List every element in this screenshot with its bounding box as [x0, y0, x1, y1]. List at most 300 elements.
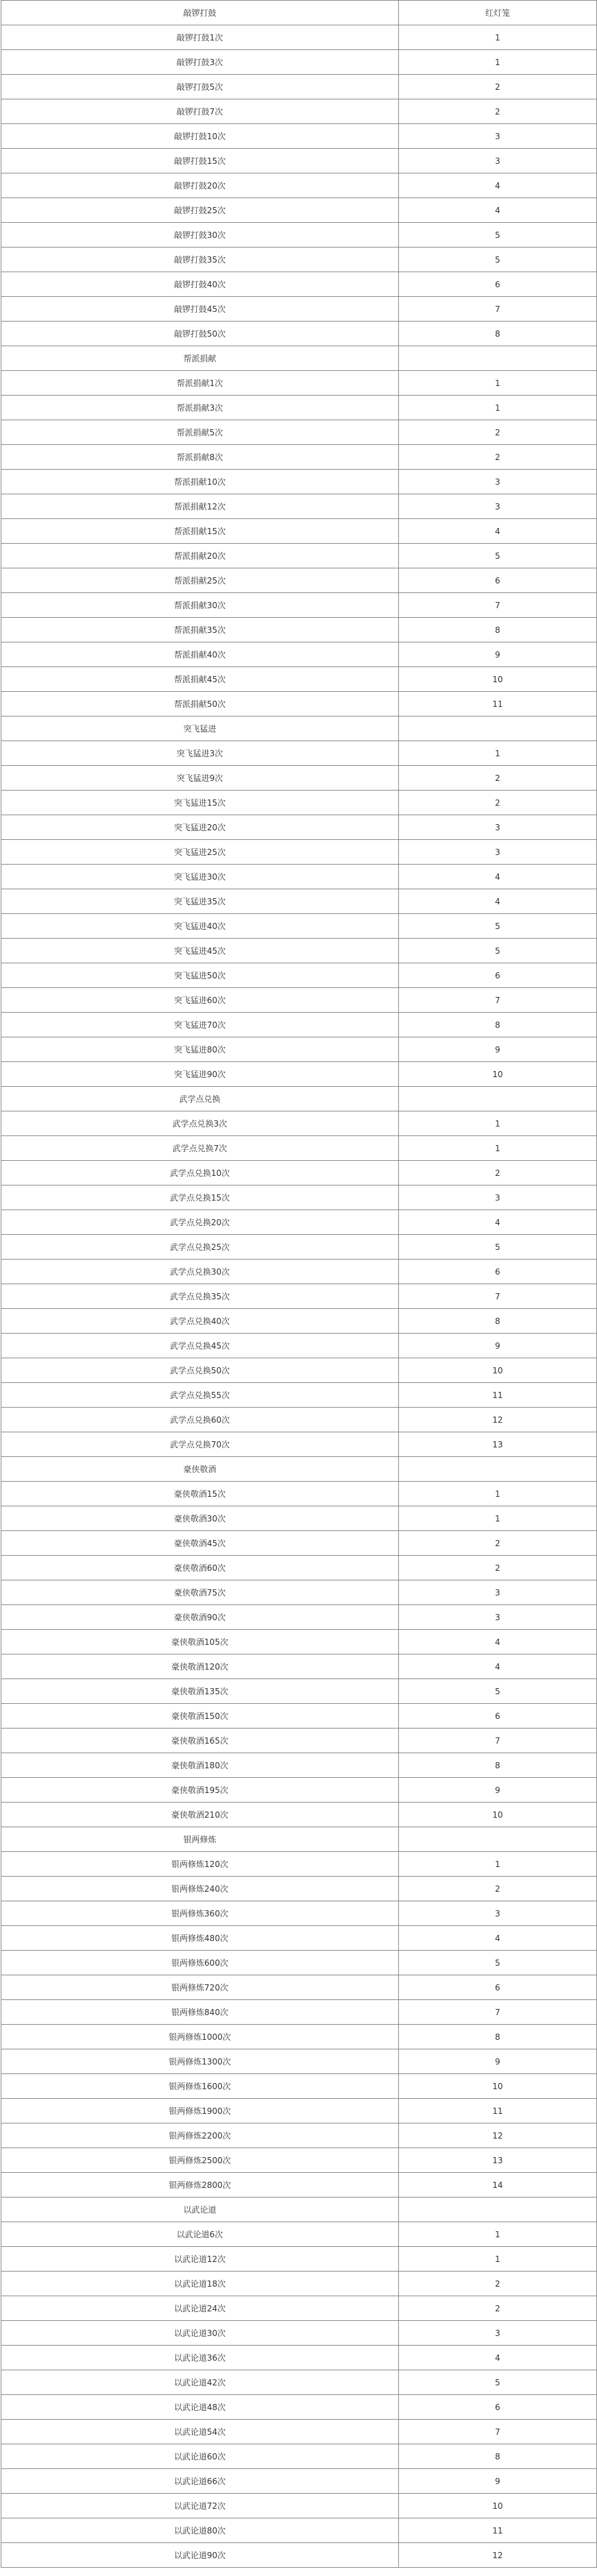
activity-cell: 帮派捐献30次 [1, 593, 399, 618]
lantern-count-cell: 12 [399, 2123, 597, 2148]
lantern-count-cell: 6 [399, 568, 597, 593]
group-title: 银两修炼 [1, 1827, 399, 1852]
table-row [1, 1185, 597, 1210]
table-row [1, 889, 597, 914]
table-row [1, 494, 597, 519]
table-row [1, 939, 597, 963]
activity-cell: 武学点兑换45次 [1, 1334, 399, 1358]
activity-cell: 银两修炼240次 [1, 1877, 399, 1901]
lantern-count-cell: 1 [399, 396, 597, 420]
lantern-count-cell: 2 [399, 420, 597, 445]
table-row [1, 1334, 597, 1358]
lantern-count-cell: 2 [399, 1161, 597, 1185]
group-title-empty-cell [399, 346, 597, 371]
lantern-count-cell: 10 [399, 2074, 597, 2099]
table-row [1, 963, 597, 988]
lantern-count-cell: 2 [399, 445, 597, 470]
lantern-count-cell: 6 [399, 1975, 597, 2000]
lantern-count-cell: 9 [399, 1037, 597, 1062]
lantern-count-cell: 5 [399, 2370, 597, 2395]
lantern-count-cell: 1 [399, 1852, 597, 1877]
activity-cell: 突飞猛进15次 [1, 791, 399, 815]
lantern-count-cell: 2 [399, 1556, 597, 1580]
lantern-count-cell: 1 [399, 50, 597, 75]
lantern-count-cell: 13 [399, 2148, 597, 2173]
table-row [1, 1013, 597, 1037]
table-row [1, 692, 597, 717]
lantern-count-cell: 4 [399, 1630, 597, 1654]
table-row [1, 2420, 597, 2444]
lantern-count-cell: 5 [399, 1679, 597, 1704]
table-row [1, 1531, 597, 1556]
table-row [1, 173, 597, 198]
activity-cell: 突飞猛进60次 [1, 988, 399, 1013]
activity-cell: 以武论道12次 [1, 2247, 399, 2272]
group-title: 帮派捐献 [1, 346, 399, 371]
lantern-count-cell: 3 [399, 1901, 597, 1926]
lantern-count-cell: 7 [399, 988, 597, 1013]
lantern-count-cell: 10 [399, 2494, 597, 2518]
lantern-count-cell: 3 [399, 470, 597, 494]
lantern-count-cell: 3 [399, 149, 597, 173]
activity-cell: 豪侠敬酒60次 [1, 1556, 399, 1580]
lantern-count-cell: 9 [399, 642, 597, 667]
table-row [1, 2049, 597, 2074]
table-row [1, 2247, 597, 2272]
lantern-count-cell: 8 [399, 2444, 597, 2469]
lantern-count-cell: 5 [399, 1235, 597, 1260]
table-row [1, 470, 597, 494]
table-row [1, 1210, 597, 1235]
table-row [1, 420, 597, 445]
table-row [1, 1260, 597, 1284]
table-row [1, 1580, 597, 1605]
table-row [1, 1111, 597, 1136]
reward-table [1, 0, 597, 2568]
activity-cell: 豪侠敬酒105次 [1, 1630, 399, 1654]
table-row [1, 667, 597, 692]
table-row [1, 223, 597, 248]
activity-cell: 以武论道66次 [1, 2469, 399, 2494]
lantern-count-cell: 2 [399, 1877, 597, 1901]
activity-cell: 银两修炼1300次 [1, 2049, 399, 2074]
activity-cell: 武学点兑换7次 [1, 1136, 399, 1161]
table-row [1, 75, 597, 99]
activity-cell: 敲锣打鼓20次 [1, 173, 399, 198]
lantern-count-cell: 11 [399, 2099, 597, 2123]
table-row [1, 1284, 597, 1309]
table-row [1, 1654, 597, 1679]
table-row [1, 1432, 597, 1457]
activity-cell: 帮派捐献15次 [1, 519, 399, 544]
table-row [1, 1506, 597, 1531]
lantern-count-cell: 4 [399, 865, 597, 889]
activity-cell: 突飞猛进20次 [1, 815, 399, 840]
activity-cell: 突飞猛进90次 [1, 1062, 399, 1087]
lantern-count-cell: 4 [399, 173, 597, 198]
activity-cell: 豪侠敬酒165次 [1, 1729, 399, 1753]
activity-cell: 突飞猛进30次 [1, 865, 399, 889]
table-header-row [1, 1, 597, 25]
table-row [1, 272, 597, 297]
header-lantern: 红灯笼 [399, 1, 597, 25]
lantern-count-cell: 5 [399, 1951, 597, 1975]
group-title: 武学点兑换 [1, 1087, 399, 1111]
activity-cell: 武学点兑换30次 [1, 1260, 399, 1284]
table-row [1, 2025, 597, 2049]
lantern-count-cell: 2 [399, 2272, 597, 2296]
table-row [1, 1482, 597, 1506]
activity-cell: 豪侠敬酒135次 [1, 1679, 399, 1704]
table-row [1, 791, 597, 815]
lantern-count-cell: 12 [399, 2543, 597, 2568]
activity-cell: 以武论道60次 [1, 2444, 399, 2469]
activity-cell: 帮派捐献1次 [1, 371, 399, 396]
lantern-count-cell: 3 [399, 1185, 597, 1210]
table-row [1, 840, 597, 865]
activity-cell: 武学点兑换15次 [1, 1185, 399, 1210]
table-row [1, 1358, 597, 1383]
table-row [1, 2272, 597, 2296]
group-header-row [1, 1457, 597, 1482]
activity-cell: 银两修炼2800次 [1, 2173, 399, 2198]
lantern-count-cell: 10 [399, 1803, 597, 1827]
group-header-row [1, 1827, 597, 1852]
activity-cell: 武学点兑换70次 [1, 1432, 399, 1457]
activity-cell: 以武论道36次 [1, 2346, 399, 2370]
activity-cell: 敲锣打鼓5次 [1, 75, 399, 99]
lantern-count-cell: 2 [399, 2296, 597, 2321]
activity-cell: 帮派捐献25次 [1, 568, 399, 593]
activity-cell: 以武论道30次 [1, 2321, 399, 2346]
activity-cell: 帮派捐献3次 [1, 396, 399, 420]
lantern-count-cell: 7 [399, 2000, 597, 2025]
activity-cell: 武学点兑换35次 [1, 1284, 399, 1309]
activity-cell: 突飞猛进9次 [1, 766, 399, 791]
table-row [1, 2173, 597, 2198]
activity-cell: 银两修炼2500次 [1, 2148, 399, 2173]
header-activity: 敲锣打鼓 [1, 1, 399, 25]
table-row [1, 1852, 597, 1877]
lantern-count-cell: 11 [399, 692, 597, 717]
activity-cell: 银两修炼1900次 [1, 2099, 399, 2123]
activity-cell: 银两修炼1600次 [1, 2074, 399, 2099]
activity-cell: 帮派捐献35次 [1, 618, 399, 642]
activity-cell: 帮派捐献10次 [1, 470, 399, 494]
table-row [1, 1679, 597, 1704]
activity-cell: 帮派捐献50次 [1, 692, 399, 717]
activity-cell: 敲锣打鼓3次 [1, 50, 399, 75]
lantern-count-cell: 1 [399, 1136, 597, 1161]
table-row [1, 568, 597, 593]
activity-cell: 突飞猛进50次 [1, 963, 399, 988]
lantern-count-cell: 4 [399, 1926, 597, 1951]
lantern-count-cell: 1 [399, 1482, 597, 1506]
table-row [1, 1062, 597, 1087]
lantern-count-cell: 5 [399, 248, 597, 272]
activity-cell: 以武论道54次 [1, 2420, 399, 2444]
group-title-empty-cell [399, 717, 597, 741]
table-row [1, 2321, 597, 2346]
table-row [1, 2123, 597, 2148]
lantern-count-cell: 5 [399, 939, 597, 963]
activity-cell: 豪侠敬酒90次 [1, 1605, 399, 1630]
activity-cell: 银两修炼2200次 [1, 2123, 399, 2148]
table-row [1, 322, 597, 346]
table-row [1, 1408, 597, 1432]
lantern-count-cell: 4 [399, 2346, 597, 2370]
lantern-count-cell: 1 [399, 2222, 597, 2247]
lantern-count-cell: 3 [399, 1605, 597, 1630]
activity-cell: 武学点兑换60次 [1, 1408, 399, 1432]
table-row [1, 2543, 597, 2568]
table-row [1, 766, 597, 791]
activity-cell: 帮派捐献45次 [1, 667, 399, 692]
lantern-count-cell: 10 [399, 1062, 597, 1087]
table-row [1, 914, 597, 939]
lantern-count-cell: 2 [399, 766, 597, 791]
group-title-empty-cell [399, 1087, 597, 1111]
activity-cell: 武学点兑换10次 [1, 1161, 399, 1185]
activity-cell: 银两修炼480次 [1, 1926, 399, 1951]
table-row [1, 1753, 597, 1778]
table-row [1, 25, 597, 50]
activity-cell: 豪侠敬酒30次 [1, 1506, 399, 1531]
table-row [1, 99, 597, 124]
activity-cell: 敲锣打鼓40次 [1, 272, 399, 297]
lantern-count-cell: 8 [399, 1309, 597, 1334]
activity-cell: 敲锣打鼓25次 [1, 198, 399, 223]
table-row [1, 297, 597, 322]
table-row [1, 2000, 597, 2025]
lantern-count-cell: 7 [399, 1284, 597, 1309]
table-row [1, 1556, 597, 1580]
table-row [1, 2494, 597, 2518]
activity-cell: 以武论道90次 [1, 2543, 399, 2568]
activity-cell: 豪侠敬酒180次 [1, 1753, 399, 1778]
lantern-count-cell: 8 [399, 1753, 597, 1778]
lantern-count-cell: 1 [399, 2247, 597, 2272]
lantern-count-cell: 3 [399, 815, 597, 840]
table-row [1, 2395, 597, 2420]
lantern-count-cell: 13 [399, 1432, 597, 1457]
table-row [1, 544, 597, 568]
lantern-count-cell: 3 [399, 124, 597, 149]
table-row [1, 1630, 597, 1654]
lantern-count-cell: 10 [399, 667, 597, 692]
lantern-count-cell: 3 [399, 494, 597, 519]
group-header-row [1, 2198, 597, 2222]
lantern-count-cell: 4 [399, 198, 597, 223]
table-row [1, 1877, 597, 1901]
group-header-row [1, 346, 597, 371]
activity-cell: 敲锣打鼓10次 [1, 124, 399, 149]
lantern-count-cell: 8 [399, 322, 597, 346]
activity-cell: 豪侠敬酒120次 [1, 1654, 399, 1679]
lantern-count-cell: 6 [399, 963, 597, 988]
activity-cell: 银两修炼720次 [1, 1975, 399, 2000]
table-row [1, 149, 597, 173]
reward-table-body [1, 1, 597, 2568]
lantern-count-cell: 8 [399, 2025, 597, 2049]
lantern-count-cell: 1 [399, 1506, 597, 1531]
table-row [1, 2074, 597, 2099]
lantern-count-cell: 2 [399, 1531, 597, 1556]
activity-cell: 帮派捐献20次 [1, 544, 399, 568]
table-row [1, 248, 597, 272]
lantern-count-cell: 9 [399, 2469, 597, 2494]
lantern-count-cell: 6 [399, 1704, 597, 1729]
table-row [1, 1975, 597, 2000]
lantern-count-cell: 8 [399, 1013, 597, 1037]
activity-cell: 敲锣打鼓30次 [1, 223, 399, 248]
table-row [1, 1926, 597, 1951]
table-row [1, 1605, 597, 1630]
lantern-count-cell: 1 [399, 25, 597, 50]
lantern-count-cell: 5 [399, 223, 597, 248]
activity-cell: 突飞猛进80次 [1, 1037, 399, 1062]
table-row [1, 1136, 597, 1161]
group-title-empty-cell [399, 1457, 597, 1482]
table-row [1, 2296, 597, 2321]
lantern-count-cell: 4 [399, 519, 597, 544]
table-row [1, 1901, 597, 1926]
activity-cell: 敲锣打鼓7次 [1, 99, 399, 124]
activity-cell: 以武论道18次 [1, 2272, 399, 2296]
lantern-count-cell: 3 [399, 840, 597, 865]
lantern-count-cell: 14 [399, 2173, 597, 2198]
lantern-count-cell: 1 [399, 371, 597, 396]
table-row [1, 1729, 597, 1753]
activity-cell: 帮派捐献8次 [1, 445, 399, 470]
table-row [1, 1951, 597, 1975]
lantern-count-cell: 4 [399, 889, 597, 914]
lantern-count-cell: 1 [399, 741, 597, 766]
lantern-count-cell: 7 [399, 1729, 597, 1753]
table-row [1, 618, 597, 642]
lantern-count-cell: 6 [399, 1260, 597, 1284]
activity-cell: 武学点兑换3次 [1, 1111, 399, 1136]
activity-cell: 以武论道80次 [1, 2518, 399, 2543]
activity-cell: 以武论道48次 [1, 2395, 399, 2420]
activity-cell: 帮派捐献12次 [1, 494, 399, 519]
activity-cell: 豪侠敬酒15次 [1, 1482, 399, 1506]
activity-cell: 武学点兑换55次 [1, 1383, 399, 1408]
activity-cell: 武学点兑换40次 [1, 1309, 399, 1334]
activity-cell: 帮派捐献40次 [1, 642, 399, 667]
activity-cell: 银两修炼360次 [1, 1901, 399, 1926]
lantern-count-cell: 4 [399, 1654, 597, 1679]
lantern-count-cell: 11 [399, 2518, 597, 2543]
lantern-count-cell: 2 [399, 99, 597, 124]
table-row [1, 1309, 597, 1334]
activity-cell: 武学点兑换25次 [1, 1235, 399, 1260]
lantern-count-cell: 12 [399, 1408, 597, 1432]
activity-cell: 敲锣打鼓35次 [1, 248, 399, 272]
activity-cell: 突飞猛进40次 [1, 914, 399, 939]
table-row [1, 198, 597, 223]
group-title: 豪侠敬酒 [1, 1457, 399, 1482]
lantern-count-cell: 2 [399, 75, 597, 99]
table-row [1, 741, 597, 766]
activity-cell: 突飞猛进35次 [1, 889, 399, 914]
table-row [1, 519, 597, 544]
lantern-count-cell: 9 [399, 2049, 597, 2074]
table-row [1, 2469, 597, 2494]
table-row [1, 2222, 597, 2247]
table-row [1, 2370, 597, 2395]
lantern-count-cell: 3 [399, 2321, 597, 2346]
group-header-row [1, 1087, 597, 1111]
lantern-count-cell: 10 [399, 1358, 597, 1383]
table-row [1, 988, 597, 1013]
table-row [1, 1704, 597, 1729]
table-row [1, 2148, 597, 2173]
lantern-count-cell: 1 [399, 1111, 597, 1136]
activity-cell: 以武论道24次 [1, 2296, 399, 2321]
lantern-count-cell: 11 [399, 1383, 597, 1408]
lantern-count-cell: 6 [399, 2395, 597, 2420]
activity-cell: 银两修炼1000次 [1, 2025, 399, 2049]
activity-cell: 突飞猛进25次 [1, 840, 399, 865]
table-row [1, 124, 597, 149]
activity-cell: 银两修炼120次 [1, 1852, 399, 1877]
activity-cell: 突飞猛进70次 [1, 1013, 399, 1037]
activity-cell: 敲锣打鼓50次 [1, 322, 399, 346]
table-row [1, 2518, 597, 2543]
table-row [1, 1383, 597, 1408]
lantern-count-cell: 2 [399, 791, 597, 815]
activity-cell: 以武论道42次 [1, 2370, 399, 2395]
activity-cell: 豪侠敬酒150次 [1, 1704, 399, 1729]
lantern-count-cell: 8 [399, 618, 597, 642]
table-row [1, 2444, 597, 2469]
table-row [1, 50, 597, 75]
table-row [1, 593, 597, 618]
activity-cell: 以武论道6次 [1, 2222, 399, 2247]
activity-cell: 敲锣打鼓1次 [1, 25, 399, 50]
table-row [1, 1037, 597, 1062]
activity-cell: 敲锣打鼓45次 [1, 297, 399, 322]
group-title-empty-cell [399, 2198, 597, 2222]
group-header-row [1, 717, 597, 741]
activity-cell: 敲锣打鼓15次 [1, 149, 399, 173]
table-row [1, 642, 597, 667]
activity-cell: 豪侠敬酒75次 [1, 1580, 399, 1605]
activity-cell: 武学点兑换20次 [1, 1210, 399, 1235]
lantern-count-cell: 5 [399, 544, 597, 568]
lantern-count-cell: 9 [399, 1334, 597, 1358]
lantern-count-cell: 5 [399, 914, 597, 939]
activity-cell: 武学点兑换50次 [1, 1358, 399, 1383]
activity-cell: 帮派捐献5次 [1, 420, 399, 445]
lantern-count-cell: 7 [399, 593, 597, 618]
activity-cell: 豪侠敬酒210次 [1, 1803, 399, 1827]
group-title: 以武论道 [1, 2198, 399, 2222]
table-row [1, 1235, 597, 1260]
group-title-empty-cell [399, 1827, 597, 1852]
activity-cell: 银两修炼600次 [1, 1951, 399, 1975]
table-row [1, 865, 597, 889]
table-row [1, 1803, 597, 1827]
table-row [1, 815, 597, 840]
lantern-count-cell: 6 [399, 272, 597, 297]
table-row [1, 371, 597, 396]
table-row [1, 2346, 597, 2370]
group-title: 突飞猛进 [1, 717, 399, 741]
lantern-count-cell: 3 [399, 1580, 597, 1605]
lantern-count-cell: 9 [399, 1778, 597, 1803]
